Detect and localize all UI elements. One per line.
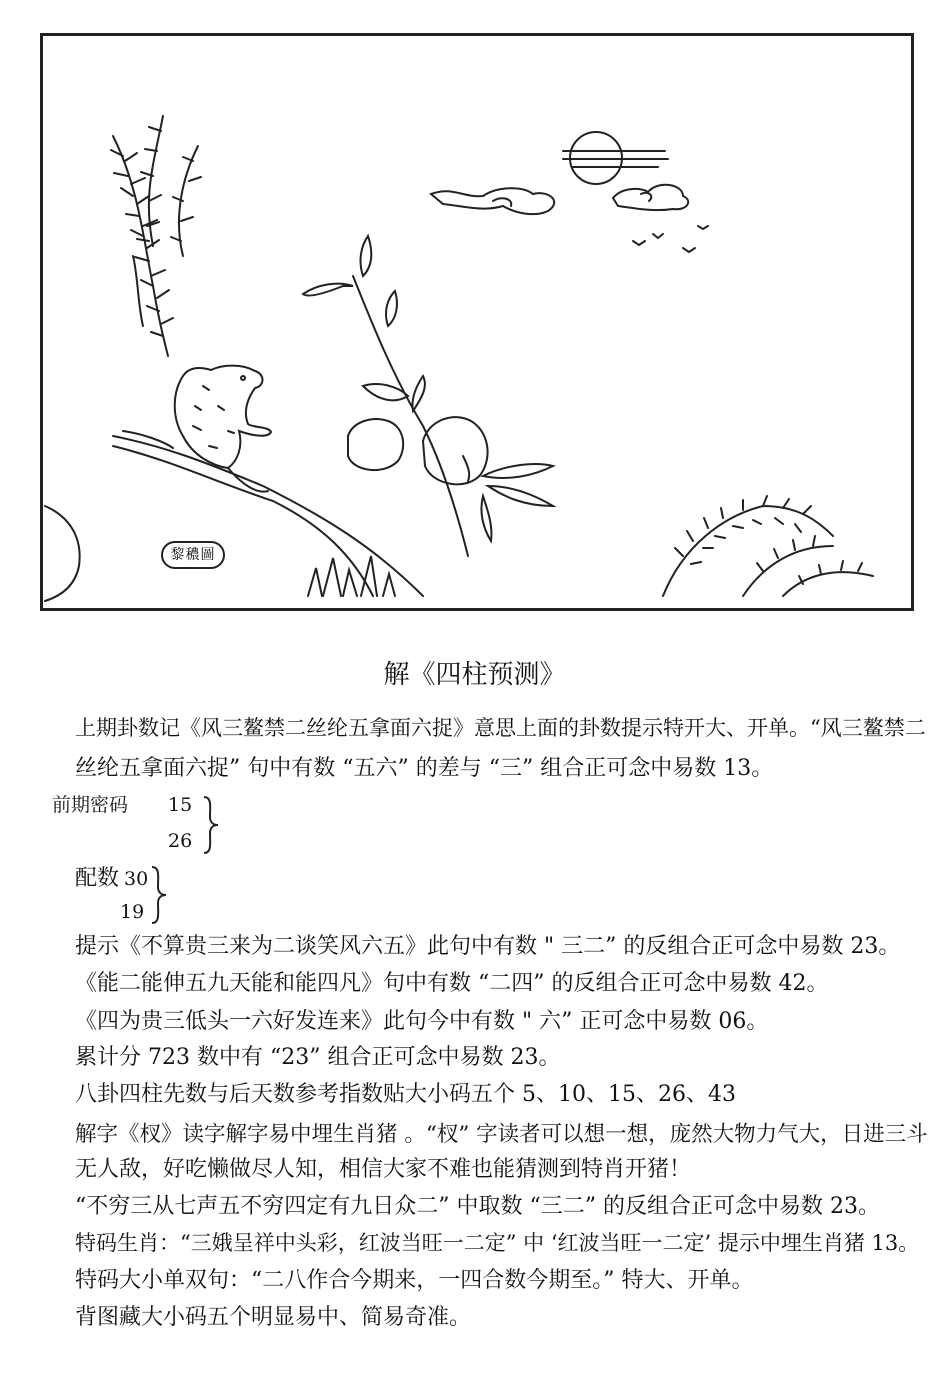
- edge-arc: [45, 506, 80, 601]
- body-line: 解字《杈》读字解字易中埋生肖猪 。“杈” 字读者可以想一想，庞然大物力气大，日进三斗: [75, 1122, 928, 1147]
- body-line: 八卦四柱先数与后天数参考指数贴大小码五个 5、10、15、26、43: [75, 1082, 736, 1107]
- body-line: 特码大小单双句：“二八作合今期来，一四合数今期至。” 特大、开单。: [75, 1268, 754, 1293]
- birds-icon: [633, 226, 708, 252]
- body-line: “不穷三从七声五不穷四定有九日众二” 中取数 “三二” 的反组合正可念中易数 23。: [75, 1194, 880, 1219]
- pair-number: 30: [124, 868, 149, 890]
- paragraph-line-1: 上期卦数记《风三鳌禁二丝纶五拿面六捉》意思上面的卦数提示特开大、开单。“风三鳌禁二: [75, 716, 926, 740]
- body-line: 背图藏大小码五个明显易中、简易奇准。: [75, 1305, 472, 1330]
- rice-stalks-icon: [663, 496, 873, 596]
- body-line: 提示《不算贵三来为二谈笑风六五》此句中有数 " 三二” 的反组合正可念中易数 23。: [75, 934, 901, 959]
- pair-number: 19: [120, 901, 145, 923]
- cloud-icon: [431, 185, 688, 214]
- pair-label: 配数: [75, 866, 120, 891]
- body-line: 无人敌，好吃懒做尽人知，相信大家不难也能猜测到特肖开猪！: [75, 1157, 692, 1182]
- willow-branch-icon: [111, 116, 201, 356]
- body-line: 《能二能伸五九天能和能四凡》句中有数 “二四” 的反组合正可念中易数 42。: [75, 971, 829, 996]
- monkey-icon: [113, 366, 423, 596]
- previous-code-label: 前期密码: [52, 794, 129, 816]
- paragraph-line-2: 丝纶五拿面六捉” 句中有数 “五六” 的差与 “三” 组合正可念中易数 13。: [75, 756, 774, 781]
- previous-code-number: 15: [168, 794, 193, 816]
- seal-stamp: 黎穠圖: [161, 541, 225, 569]
- brace-icon: [148, 865, 168, 925]
- body-line: 累计分 723 数中有 “23” 组合正可念中易数 23。: [75, 1045, 561, 1070]
- peach-branch-icon: [303, 236, 553, 556]
- illustration-drawing: [43, 36, 911, 608]
- body-line: 特码生肖：“三娥呈祥中头彩，红波当旺一二定” 中 ‘红波当旺一二定’ 提示中埋生肖猪 13。: [75, 1231, 920, 1255]
- sun-icon: [563, 132, 668, 184]
- body-line: 《四为贵三低头一六好发连来》此句今中有数 " 六” 正可念中易数 06。: [75, 1009, 769, 1034]
- illustration-frame: [40, 33, 914, 611]
- brace-icon: [200, 795, 220, 855]
- article-title: 解《四柱预测》: [383, 660, 566, 690]
- previous-code-number: 26: [168, 830, 193, 852]
